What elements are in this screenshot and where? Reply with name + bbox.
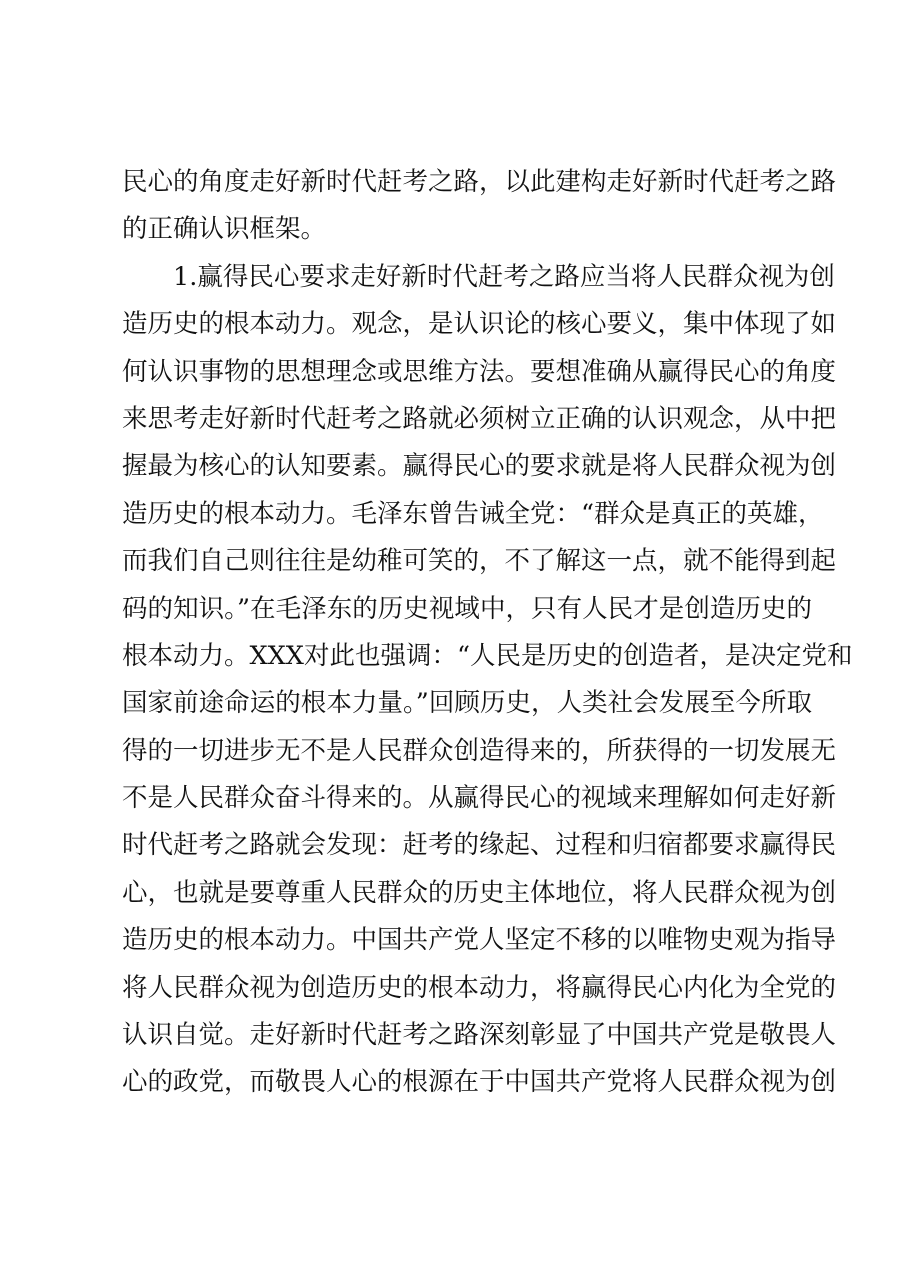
text-line: 何认识事物的思想理念或思维方法。要想准确从赢得民心的角度 (122, 356, 837, 387)
text-line: 将人民群众视为创造历史的根本动力，将赢得民心内化为全党的 (122, 972, 837, 1003)
text-line: 国家前途命运的根本力量。”回顾历史，人类社会发展至今所取 (122, 688, 812, 719)
text-line: 来思考走好新时代赶考之路就必须树立正确的认识观念，从中把 (122, 403, 837, 434)
text-line: 心的政党，而敬畏人心的根源在于中国共产党将人民群众视为创 (122, 1067, 837, 1098)
text-line: 造历史的根本动力。毛泽东曾告诫全党：“群众是真正的英雄， (122, 498, 824, 529)
text-line: 而我们自己则往往是幼稚可笑的，不了解这一点，就不能得到起 (122, 546, 837, 577)
text-line: 造历史的根本动力。观念，是认识论的核心要义，集中体现了如 (122, 309, 837, 340)
text-line: 1.赢得民心要求走好新时代赶考之路应当将人民群众视为创 (173, 261, 835, 292)
text-line: 时代赶考之路就会发现：赶考的缘起、过程和归宿都要求赢得民 (122, 830, 837, 861)
text-line: 心，也就是要尊重人民群众的历史主体地位，将人民群众视为创 (122, 877, 837, 908)
text-line: 的正确认识框架。 (122, 214, 327, 245)
text-line: 握最为核心的认知要素。赢得民心的要求就是将人民群众视为创 (122, 451, 837, 482)
text-line: 认识自觉。走好新时代赶考之路深刻彰显了中国共产党是敬畏人 (122, 1020, 837, 1051)
text-line: 码的知识。”在毛泽东的历史视域中，只有人民才是创造历史的 (122, 593, 812, 624)
text-line: 不是人民群众奋斗得来的。从赢得民心的视域来理解如何走好新 (122, 783, 837, 814)
text-line: 民心的角度走好新时代赶考之路，以此建构走好新时代赶考之路 (122, 167, 837, 197)
text-line: 得的一切进步无不是人民群众创造得来的，所获得的一切发展无 (122, 735, 837, 766)
body-text (122, 159, 853, 1107)
text-line: 造历史的根本动力。中国共产党人坚定不移的以唯物史观为指导 (122, 925, 837, 956)
text-line: 根本动力。XXX对此也强调：“人民是历史的创造者，是决定党和 (122, 640, 853, 671)
